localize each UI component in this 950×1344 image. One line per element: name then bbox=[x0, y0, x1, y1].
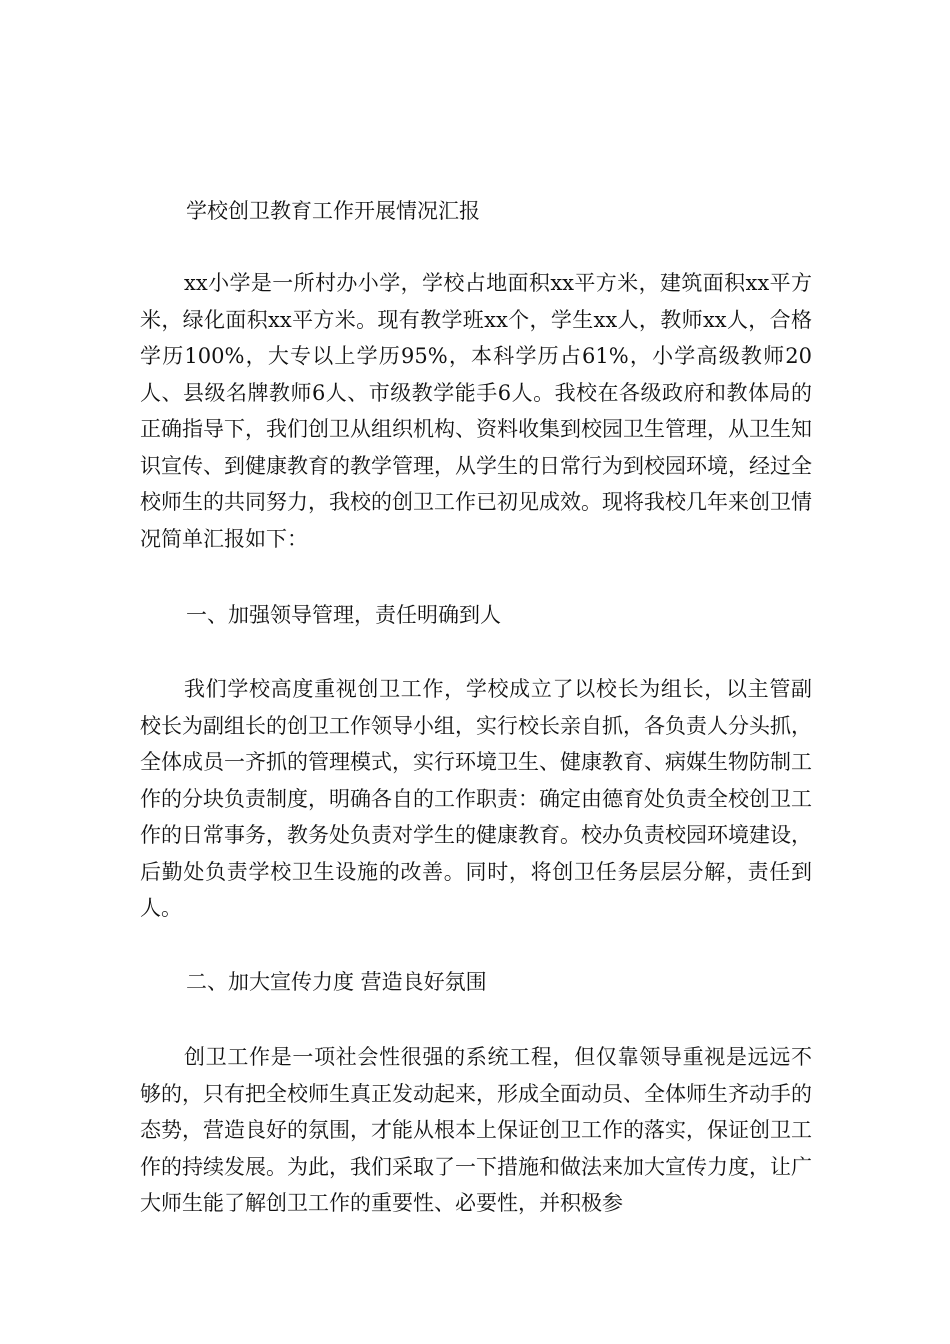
document-title: 学校创卫教育工作开展情况汇报 bbox=[186, 199, 480, 223]
intro-paragraph: xx小学是一所村办小学，学校占地面积xx平方米，建筑面积xx平方米，绿化面积xx平方米。现有教学班xx个，学生xx人，教师xx人，合格学历100%，大专以上学历95%，本科学历占61%，小学高级教师20人、县级名牌教师6人、市级教学能手6人。我校在各级政府和教体局的正确指导下，我们创卫从组织机构、资料收集到校园卫生管理，从卫生知识宣传、到健康教育的教学管理，从学生的日常行为到校园环境，经过全校师生的共同努力，我校的创卫工作已初见成效。现将我校几年来创卫情况简单汇报如下： bbox=[140, 271, 812, 551]
section-1-heading: 一、加强领导管理，责任明确到人 bbox=[186, 603, 501, 627]
section-1-paragraph: 我们学校高度重视创卫工作，学校成立了以校长为组长，以主管副校长为副组长的创卫工作领导小组，实行校长亲自抓，各负责人分头抓，全体成员一齐抓的管理模式，实行环境卫生、健康教育、病媒生物防制工作的分块负责制度，明确各自的工作职责：确定由德育处负责全校创卫工作的日常事务，教务处负责对学生的健康教育。校办负责校园环境建设，后勤处负责学校卫生设施的改善。同时，将创卫任务层层分解，责任到人。 bbox=[140, 677, 812, 920]
section-2-paragraph: 创卫工作是一项社会性很强的系统工程，但仅靠领导重视是远远不够的，只有把全校师生真正发动起来，形成全面动员、全体师生齐动手的态势，营造良好的氛围，才能从根本上保证创卫工作的落实，保证创卫工作的持续发展。为此，我们采取了一下措施和做法来加大宣传力度，让广大师生能了解创卫工作的重要性、必要性，并积极参 bbox=[140, 1045, 812, 1215]
section-2-heading: 二、加大宣传力度 营造良好氛围 bbox=[186, 970, 487, 994]
